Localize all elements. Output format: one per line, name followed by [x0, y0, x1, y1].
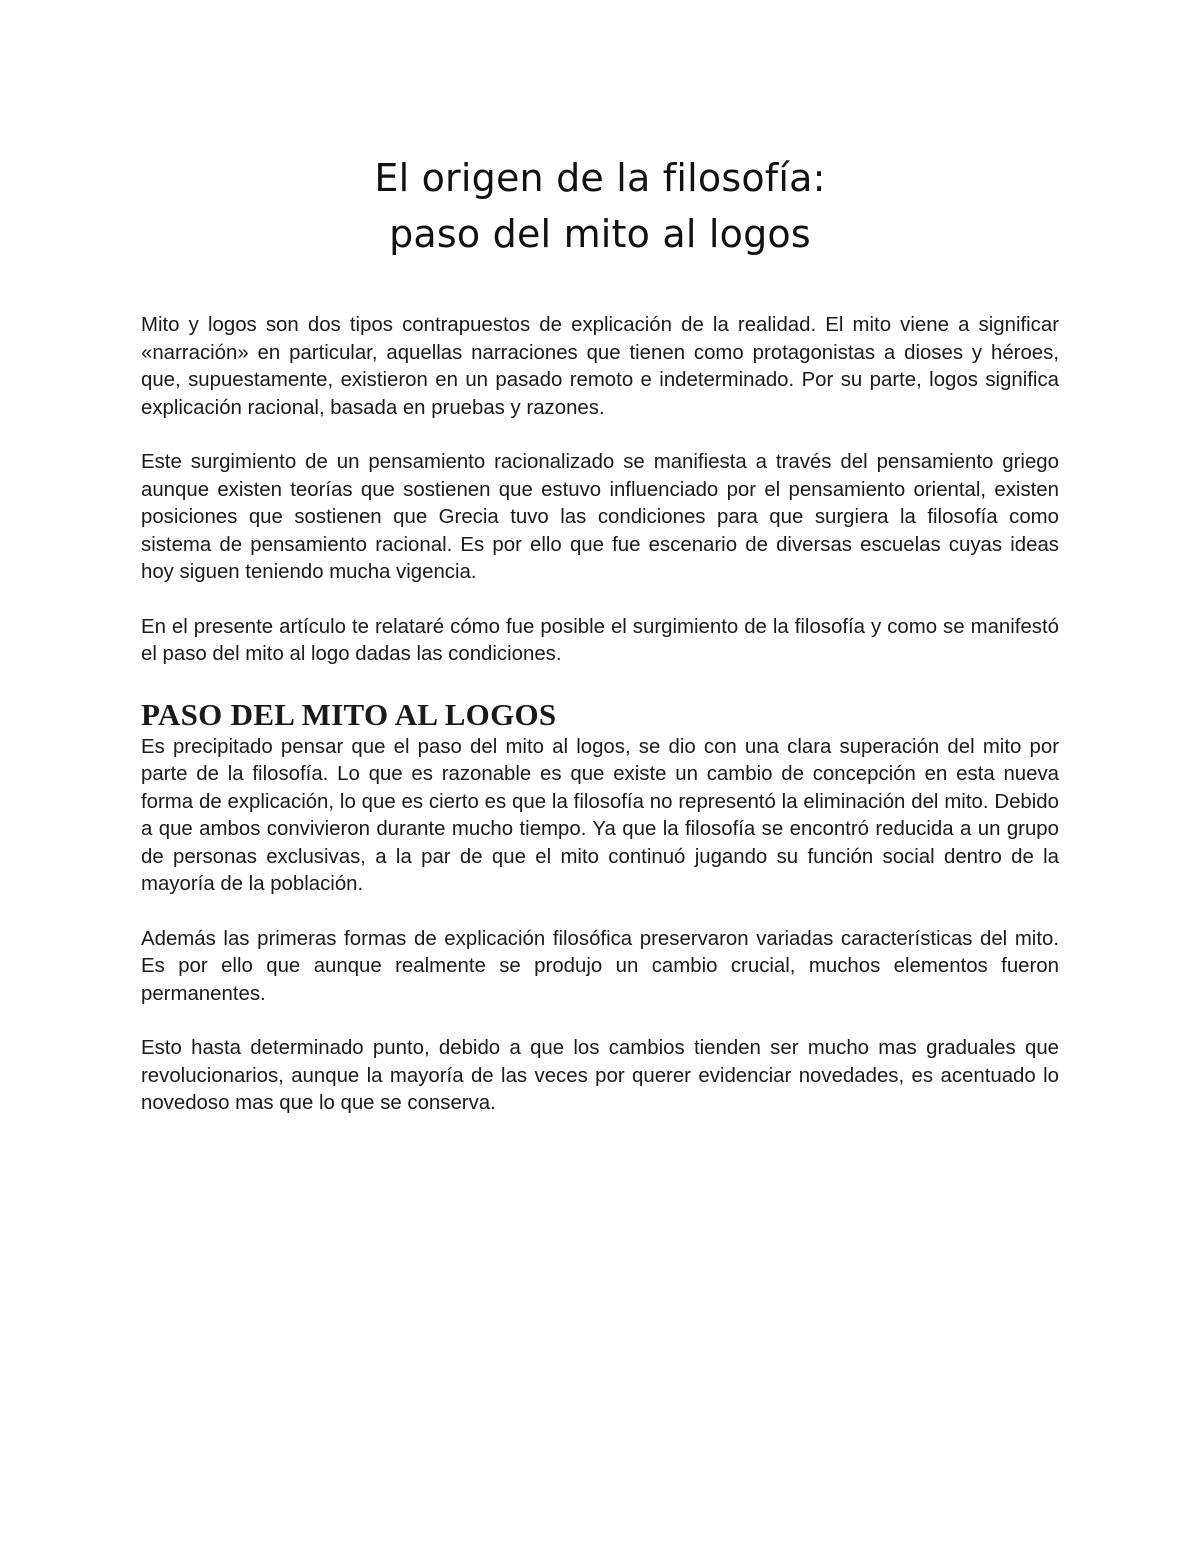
section-paragraph-2: Además las primeras formas de explicación filosófica preservaron variadas características del mito. Es por ello que aunque realmente se produjo un cambio crucial, muchos elementos fueron permanentes.	[141, 927, 1059, 1005]
intro-paragraph-1: Mito y logos son dos tipos contrapuestos de explicación de la realidad. El mito viene a significar «narración» en particular, aquellas narraciones que tienen como protagonistas a dioses y héroes, que, supuestamente, existieron en un pasado remoto e indeterminado. Por su parte, logos significa explicación racional, basada en pruebas y razones.	[141, 314, 1059, 419]
section-paragraph-3: Esto hasta determinado punto, debido a que los cambios tienden ser mucho mas graduales que revolucionarios, aunque la mayoría de las veces por querer evidenciar novedades, es acentuado lo novedoso mas que lo que se conserva.	[141, 1037, 1059, 1114]
document-title	[0, 150, 1200, 262]
title-line-1: El origen de la filosofía:	[374, 156, 826, 200]
document-body	[141, 312, 1059, 1145]
section-paragraph-1: Es precipitado pensar que el paso del mito al logos, se dio con una clara superación del mito por parte de la filosofía. Lo que es razonable es que existe un cambio de concepción en esta nueva forma de explicación, lo que es cierto es que la filosofía no representó la eliminación del mito. Debido a que ambos convivieron durante mucho tiempo. Ya que la filosofía se encontró reducida a un grupo de personas exclusivas, a la par de que el mito continuó jugando su función social dentro de la mayoría de la población.	[141, 735, 1059, 895]
intro-paragraph-3: En el presente artículo te relataré cómo fue posible el surgimiento de la filosofía y como se manifestó el paso del mito al logo dadas las condiciones.	[141, 615, 1059, 665]
intro-paragraph-2: Este surgimiento de un pensamiento racionalizado se manifiesta a través del pensamiento griego aunque existen teorías que sostienen que estuvo influenciado por el pensamiento oriental, existen posiciones que sostienen que Grecia tuvo las condiciones para que surgiera la filosofía como sistema de pensamiento racional. Es por ello que fue escenario de diversas escuelas cuyas ideas hoy siguen teniendo mucha vigencia.	[141, 451, 1059, 583]
section-heading: PASO DEL MITO AL LOGOS	[141, 696, 557, 732]
title-line-2: paso del mito al logos	[389, 212, 811, 256]
